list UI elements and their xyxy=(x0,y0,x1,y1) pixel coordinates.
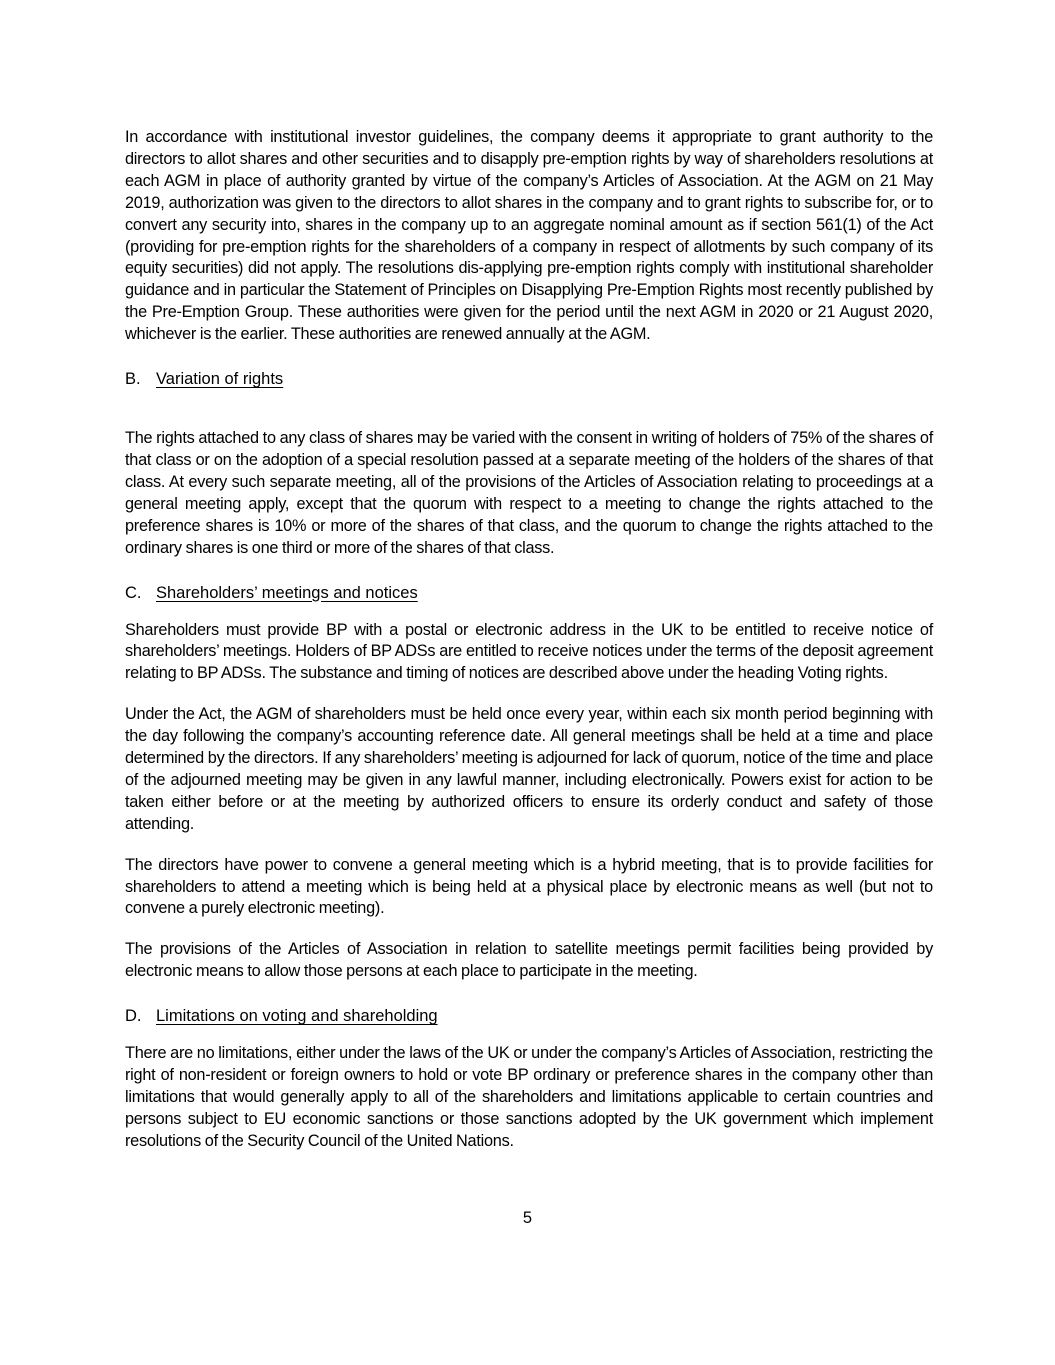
section-heading-variation-of-rights xyxy=(125,368,933,390)
section-title: Variation of rights xyxy=(156,370,284,389)
shareholders-meetings-paragraph-3: The directors have power to convene a general meeting which is a hybrid meeting, that is to provide facilities for shareholders to attend a meeting which is being held at a physical place by electronic means as well (but not to convene a purely electronic meeting). xyxy=(125,855,933,918)
section-letter: D. xyxy=(125,1007,142,1026)
shareholders-meetings-paragraph-2: Under the Act, the AGM of shareholders must be held once every year, within each six month period beginning with the day following the company’s accounting reference date. All general meetings shall be held at a time and place determined by the directors. If any shareholders’ meeting is adjourned for lack of quorum, notice of the time and place of the adjourned meeting may be given in any lawful manner, including electronically. Powers exist for action to be taken either before or at the meeting by authorized officers to ensure its orderly conduct and safety of those attending. xyxy=(125,705,933,833)
intro-paragraph: In accordance with institutional investor guidelines, the company deems it appropriate to grant authority to the directors to allot shares and other securities and to disapply pre-emption rights by way of shareholders resolutions at each AGM in place of authority granted by virtue of the company’s Articles of Association. At the AGM on 21 May 2019, authorization was given to the directors to allot shares in the company and to grant rights to subscribe for, or to convert any security into, shares in the company up to an aggregate nominal amount as if section 561(1) of the Act (providing for pre-emption rights for the shareholders of a company in respect of allotments by such company of its equity securities) did not apply. The resolutions dis-applying pre-emption rights comply with institutional shareholder guidance and in particular the Statement of Principles on Disapplying Pre-Emption Rights most recently published by the Pre-Emption Group. These authorities were given for the period until the next AGM in 2020 or 21 August 2020, whichever is the earlier. These authorities are renewed annually at the AGM. xyxy=(125,128,933,344)
document-page xyxy=(125,127,933,1153)
variation-of-rights-paragraph: The rights attached to any class of shares may be varied with the consent in writing of holders of 75% of the shares of that class or on the adoption of a special resolution passed at a separate meeting of the holders of the shares of that class. At every such separate meeting, all of the provisions of the Articles of Association relating to proceedings at a general meeting apply, except that the quorum with respect to a meeting to change the rights attached to the preference shares is 10% or more of the shares of that class, and the quorum to change the rights attached to the ordinary shares is one third or more of the shares of that class. xyxy=(125,429,933,557)
section-heading-limitations-on-voting xyxy=(125,1005,933,1027)
section-heading-shareholders-meetings xyxy=(125,582,933,604)
section-title: Limitations on voting and shareholding xyxy=(156,1007,438,1026)
shareholders-meetings-paragraph-4: The provisions of the Articles of Association in relation to satellite meetings permit facilities being provided by electronic means to allow those persons at each place to participate in the meeting. xyxy=(125,940,933,981)
section-letter: B. xyxy=(125,370,141,389)
limitations-on-voting-paragraph: There are no limitations, either under the laws of the UK or under the company’s Articles of Association, restricting the right of non-resident or foreign owners to hold or vote BP ordinary or preference shares in the company other than limitations that would generally apply to all of the shareholders and limitations applicable to certain countries and persons subject to EU economic sanctions or those sanctions adopted by the UK government which implement resolutions of the Security Council of the United Nations. xyxy=(125,1044,933,1150)
section-title: Shareholders’ meetings and notices xyxy=(156,583,418,602)
page-number: 5 xyxy=(522,1209,533,1227)
section-letter: C. xyxy=(125,583,142,602)
shareholders-meetings-paragraph-1: Shareholders must provide BP with a postal or electronic address in the UK to be entitled to receive notice of shareholders’ meetings. Holders of BP ADSs are entitled to receive notices under the terms of the deposit agreement relating to BP ADSs. The substance and timing of notices are described above under the heading Voting rights. xyxy=(125,620,933,683)
